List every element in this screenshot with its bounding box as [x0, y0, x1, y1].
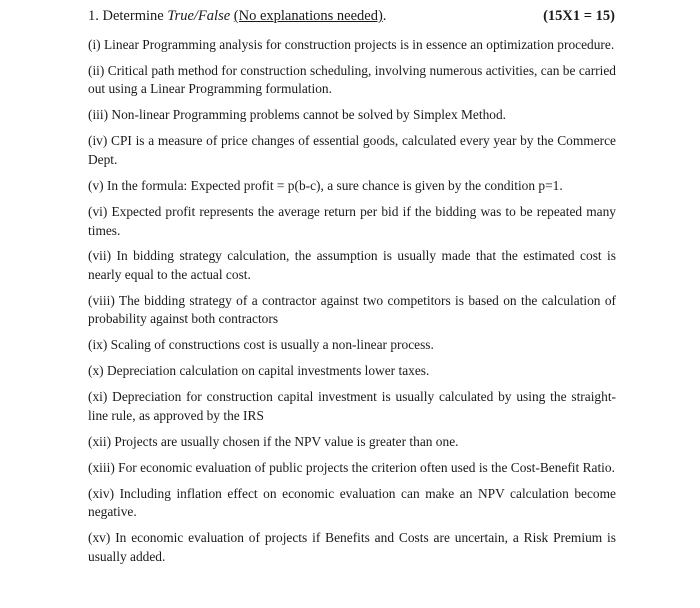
statement-xii: (xii) Projects are usually chosen if the NPV value is greater than one.	[88, 433, 459, 449]
statement-ix: (ix) Scaling of constructions cost is usually a non-linear process.	[88, 337, 434, 353]
question-title	[88, 6, 386, 26]
title-italic: True/False	[167, 8, 231, 24]
statement-viii: (viii) The bidding strategy of a contractor against two competitors is based on the calculation of probability against both contractors	[88, 292, 616, 327]
statement-xv: (xv) In economic evaluation of projects if Benefits and Costs are uncertain, a Risk Premium is usually added.	[88, 530, 616, 564]
statement-x: (x) Depreciation calculation on capital investments lower taxes.	[88, 363, 430, 379]
statement-vi: (vi) Expected profit represents the average return per bid if the bidding was to be repeated many times.	[88, 203, 616, 238]
statement-i: (i) Linear Programming analysis for construction projects is in essence an optimization procedure.	[88, 37, 615, 52]
statement-ii: (ii) Critical path method for construction scheduling, involving numerous activities, can be carried out using a Linear Programming formulation.	[88, 62, 616, 97]
statement-list	[88, 36, 616, 574]
statement-vii: (vii) In bidding strategy calculation, the assumption is usually made that the estimated cost is nearly equal to the actual cost.	[88, 248, 616, 282]
statement-xiv: (xiv) Including inflation effect on economic evaluation can make an NPV calculation become negative.	[88, 485, 616, 520]
title-prefix: Determine	[102, 8, 168, 24]
statement-iv: (iv) CPI is a measure of price changes of essential goods, calculated every year by the Commerce Dept.	[88, 133, 616, 167]
marks-label: (15X1 = 15)	[543, 8, 615, 24]
statement-xi: (xi) Depreciation for construction capital investment is usually calculated by using the straight-line rule, as approved by the IRS	[88, 389, 616, 423]
statement-xiii: (xiii) For economic evaluation of public projects the criterion often used is the Cost-Benefit Ratio.	[88, 459, 615, 475]
statement-iii: (iii) Non-linear Programming problems cannot be solved by Simplex Method.	[88, 107, 507, 123]
statement-v: (v) In the formula: Expected profit = p(b-c), a sure chance is given by the condition p=1.	[88, 177, 563, 193]
title-suffix: .	[382, 8, 387, 24]
question-header	[88, 6, 615, 26]
title-underlined: (No explanations needed)	[233, 8, 383, 24]
question-number: 1.	[88, 8, 99, 24]
